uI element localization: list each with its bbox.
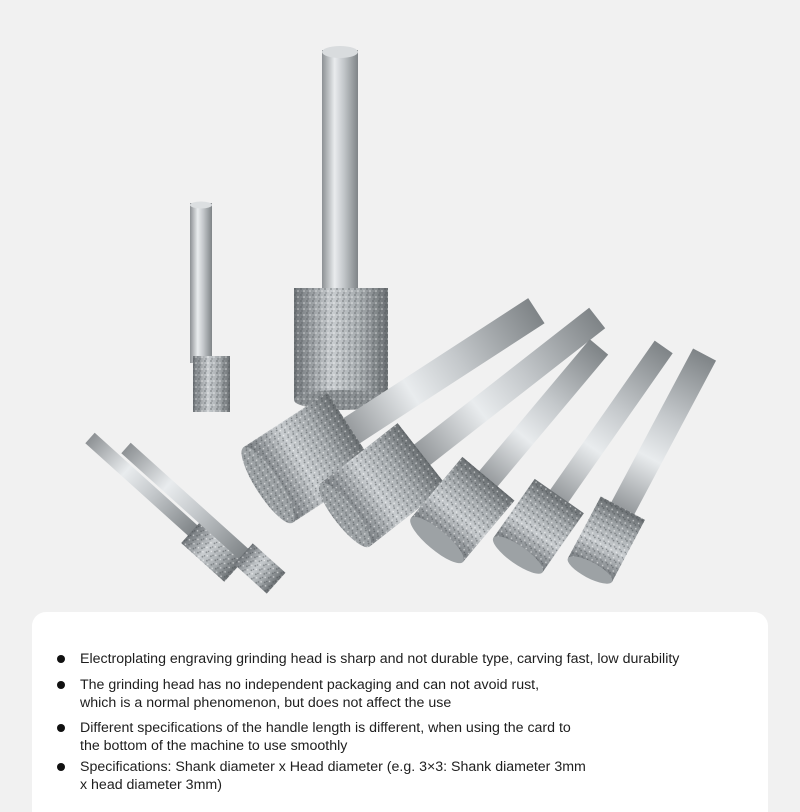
feature-item: Specifications: Shank diameter x Head diameter (e.g. 3×3: Shank diameter 3mm x head diameter 3mm)	[80, 758, 586, 794]
feature-item: The grinding head has no independent packaging and can not avoid rust, which is a normal phenomenon, but does not affect the use	[80, 676, 539, 712]
bullet-icon	[57, 724, 65, 732]
feature-item: Electroplating engraving grinding head is sharp and not durable type, carving fast, low durability	[80, 650, 679, 668]
feature-panel	[32, 612, 768, 812]
bullet-icon	[57, 681, 65, 689]
bullet-icon	[57, 655, 65, 663]
bullet-icon	[57, 763, 65, 771]
feature-item: Different specifications of the handle length is different, when using the card to the bottom of the machine to use smoothly	[80, 719, 571, 755]
